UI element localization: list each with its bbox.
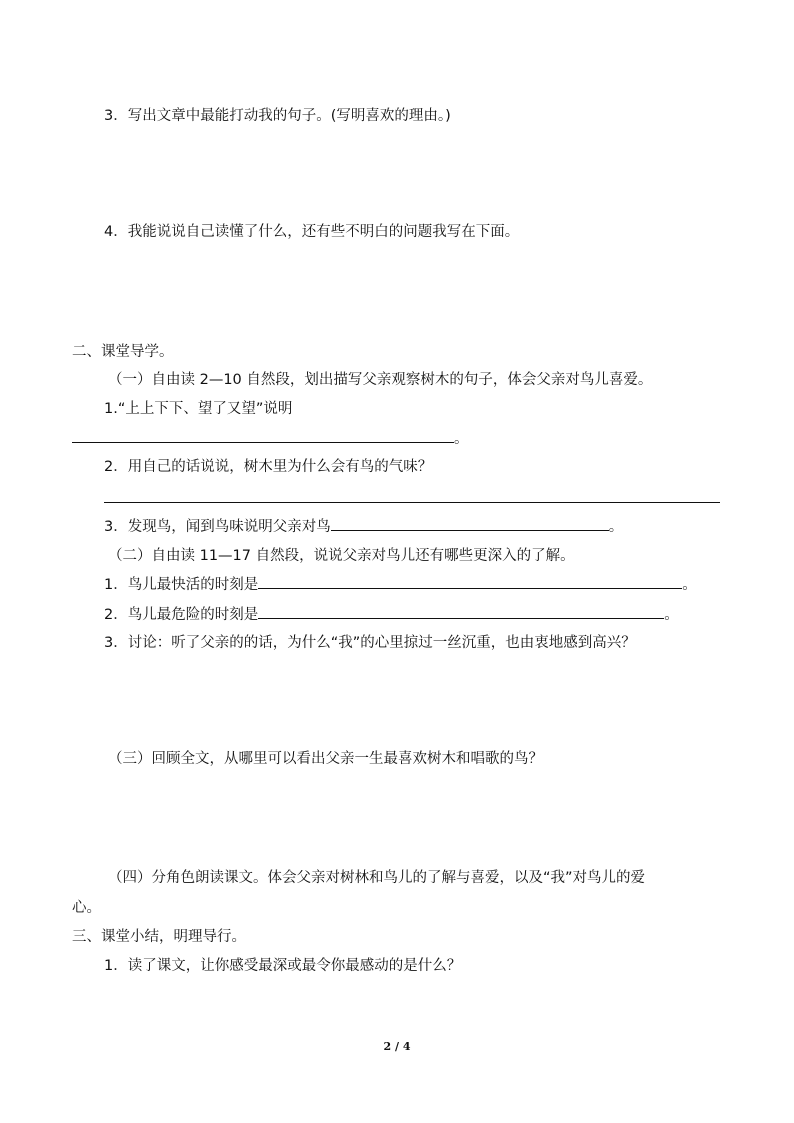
question-text: 2．鸟儿最危险的时刻是 [104,607,259,623]
page-number: 2 / 4 [383,1040,411,1053]
summary-question-1: 1．读了课文，让你感受最深或最令你最感动的是什么？ [104,958,462,974]
subsection-2-question-1 [104,574,697,595]
period: 。 [454,431,469,447]
answer-blank[interactable] [258,604,664,619]
period: 。 [608,519,624,535]
subsection-3-title: （三）回顾全文，从哪里可以看出父亲一生最喜欢树木和唱歌的鸟？ [108,751,543,767]
section-heading-2: 二、课堂导学。 [72,344,174,360]
subsection-1-question-3 [104,516,623,537]
subsection-2-title: （二）自由读 11—17 自然段，说说父亲对鸟儿还有哪些更深入的了解。 [108,548,575,564]
subsection-1-question-1: 1.“上上下下、望了又望”说明 [104,401,293,417]
subsection-4-title-line-2: 心。 [72,900,101,916]
answer-blank[interactable] [331,516,609,531]
subsection-1-title: （一）自由读 2—10 自然段，划出描写父亲观察树木的句子，体会父亲对鸟儿喜爱。 [108,372,653,388]
question-3: 3．写出文章中最能打动我的句子。(写明喜欢的理由。) [104,108,451,124]
period: 。 [682,577,697,593]
answer-line-1[interactable] [72,428,469,449]
answer-line-2[interactable] [104,502,720,503]
section-heading-3: 三、课堂小结，明理导行。 [72,929,246,945]
question-text: 3．发现鸟，闻到鸟味说明父亲对鸟 [104,519,331,535]
answer-blank[interactable] [258,574,682,589]
question-4: 4．我能说说自己读懂了什么，还有些不明白的问题我写在下面。 [104,224,520,240]
subsection-1-question-2: 2．用自己的话说说，树木里为什么会有鸟的气味？ [104,459,433,475]
period: 。 [664,607,679,623]
subsection-4-title-line-1: （四）分角色朗读课文。体会父亲对树林和鸟儿的了解与喜爱，以及“我”对鸟儿的爱 [108,870,646,886]
question-text: 1．鸟儿最快活的时刻是 [104,577,259,593]
subsection-2-question-2 [104,604,679,625]
subsection-2-question-3: 3．讨论：听了父亲的的话，为什么“我”的心里掠过一丝沉重，也由衷地感到高兴？ [104,635,636,651]
